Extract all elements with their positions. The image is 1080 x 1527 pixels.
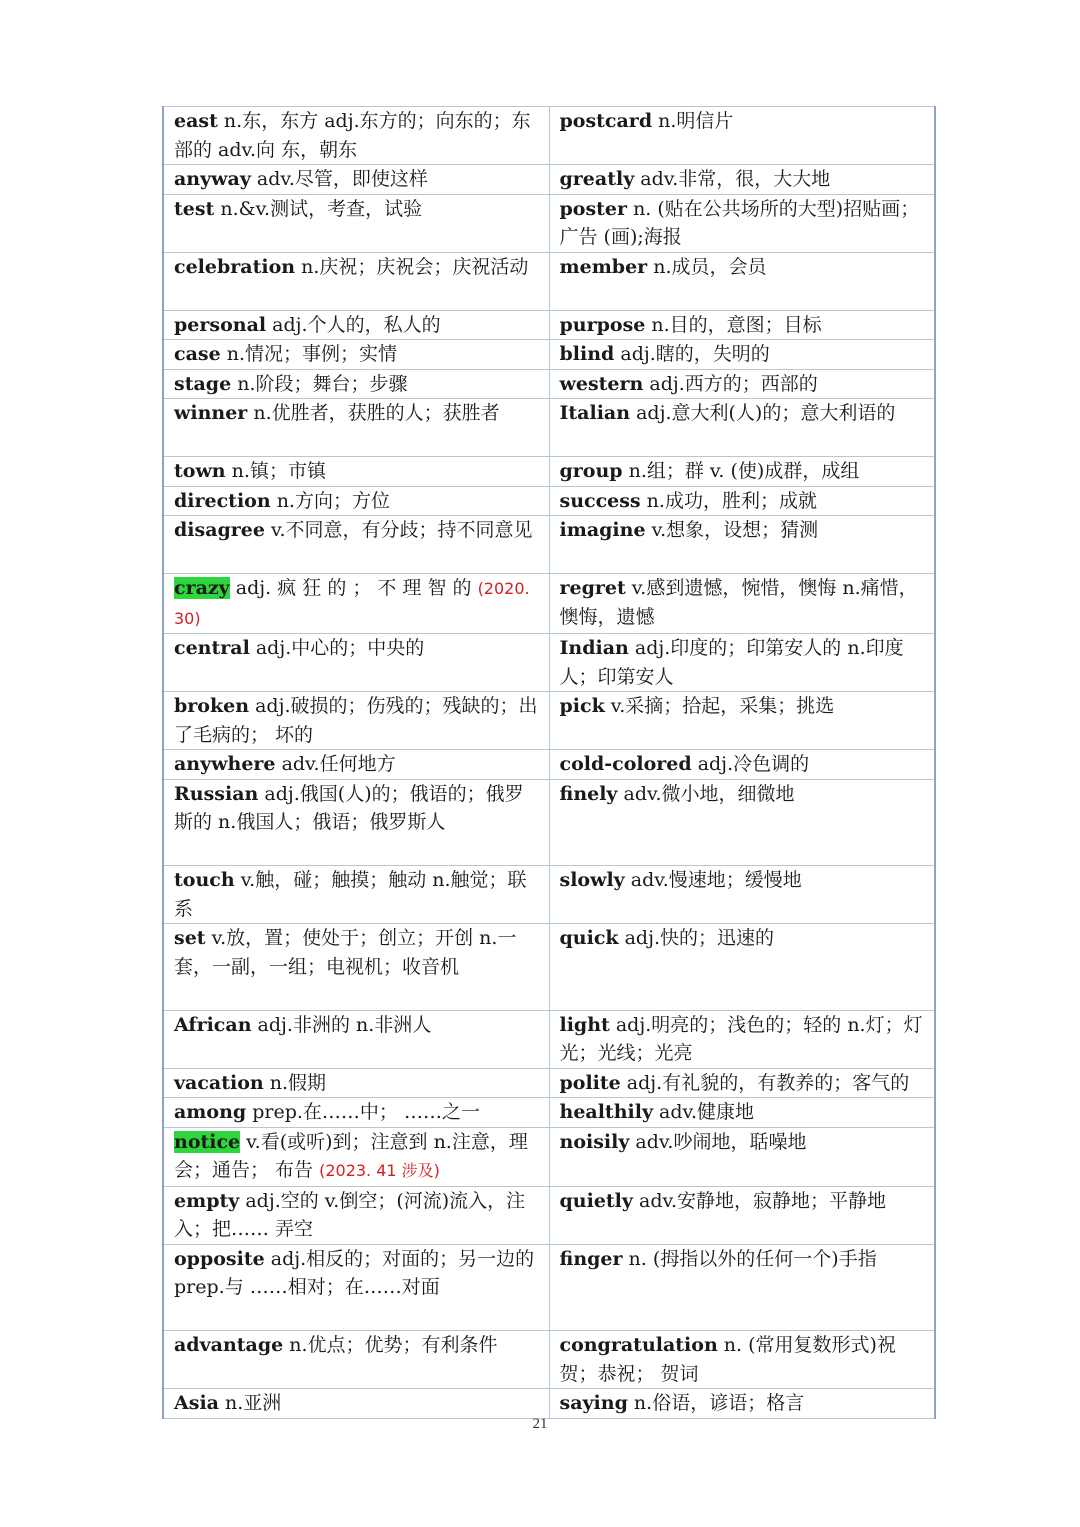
vocab-definition: n.优胜者，获胜的人；获胜者 xyxy=(247,402,500,424)
vocab-entry-cell xyxy=(163,340,549,370)
vocab-entry-cell xyxy=(163,866,549,924)
vocab-definition: adv.任何地方 xyxy=(275,753,396,775)
vocab-word: quietly xyxy=(559,1189,633,1212)
table-row xyxy=(163,634,935,692)
vocab-definition: n.目的，意图；目标 xyxy=(645,313,822,336)
table-row xyxy=(163,369,935,399)
vocab-word: light xyxy=(559,1013,610,1036)
vocab-entry-cell xyxy=(549,1389,935,1419)
vocab-definition: adv.慢速地；缓慢地 xyxy=(624,869,802,891)
vocab-word: success xyxy=(559,489,641,512)
vocab-entry-cell xyxy=(163,486,549,516)
vocab-word: notice xyxy=(174,1130,241,1153)
vocab-definition: adj. 疯 狂 的 ； 不 理 智 的 xyxy=(229,577,472,599)
vocab-entry-cell xyxy=(163,1098,549,1128)
vocab-word: stage xyxy=(174,372,232,395)
vocab-definition: v.放，置；使处于；创立；开创 n.一套，一副，一组；电视机；收音机 xyxy=(174,927,517,978)
vocab-entry-cell xyxy=(549,692,935,750)
vocab-entry-cell xyxy=(163,252,549,310)
vocab-word: imagine xyxy=(559,519,646,541)
vocab-entry-cell xyxy=(163,457,549,487)
vocab-definition: n. (常用复数形式)祝贺；恭祝； 贺词 xyxy=(559,1334,896,1385)
vocab-word: anyway xyxy=(174,168,251,190)
table-row xyxy=(163,486,935,516)
vocab-entry-cell xyxy=(163,310,549,340)
vocab-word: winner xyxy=(174,402,248,424)
vocab-word: vacation xyxy=(174,1071,264,1094)
vocab-word: blind xyxy=(559,343,615,365)
vocab-definition: adj.印度的；印第安人的 n.印度人；印第安人 xyxy=(559,637,904,688)
table-row xyxy=(163,1127,935,1186)
vocab-word: advantage xyxy=(174,1334,284,1356)
vocab-word: celebration xyxy=(174,255,296,278)
table-row xyxy=(163,1389,935,1419)
vocab-entry-cell xyxy=(549,486,935,516)
table-row xyxy=(163,750,935,780)
vocab-entry-cell xyxy=(549,1186,935,1244)
vocab-entry-cell xyxy=(163,750,549,780)
vocab-entry-cell xyxy=(163,1186,549,1244)
vocab-definition: n.&v.测试，考查，试验 xyxy=(214,197,423,220)
vocab-entry-cell xyxy=(549,1068,935,1098)
vocab-word: congratulation xyxy=(559,1334,718,1356)
exam-reference-note: (2023. 41 涉及) xyxy=(319,1161,440,1180)
vocab-definition: n.庆祝；庆祝会；庆祝活动 xyxy=(295,255,529,278)
vocab-definition: n.镇；市镇 xyxy=(225,460,326,482)
vocab-entry-cell xyxy=(549,399,935,457)
vocab-word: healthily xyxy=(559,1101,653,1123)
vocab-definition: n.假期 xyxy=(263,1071,327,1094)
vocab-entry-cell xyxy=(549,1010,935,1068)
vocab-word: finely xyxy=(559,782,618,805)
table-row xyxy=(163,107,935,165)
vocab-definition: n.阶段；舞台；步骤 xyxy=(231,372,408,395)
vocab-word: Asia xyxy=(174,1392,219,1414)
vocab-entry-cell xyxy=(163,399,549,457)
table-row xyxy=(163,310,935,340)
page-number: 21 xyxy=(532,1416,548,1432)
vocab-word: test xyxy=(174,197,215,220)
vocab-entry-cell xyxy=(549,310,935,340)
table-row xyxy=(163,194,935,252)
vocab-entry-cell xyxy=(549,165,935,195)
table-row xyxy=(163,340,935,370)
table-row xyxy=(163,252,935,310)
vocab-entry-cell xyxy=(549,634,935,692)
vocab-definition: n.明信片 xyxy=(652,110,734,132)
table-row xyxy=(163,866,935,924)
table-row xyxy=(163,165,935,195)
vocab-entry-cell xyxy=(163,369,549,399)
vocab-word: direction xyxy=(174,489,271,512)
vocab-definition: adj.个人的，私人的 xyxy=(266,313,441,336)
table-row xyxy=(163,1010,935,1068)
vocab-definition: adj.中心的；中央的 xyxy=(249,637,425,659)
table-row xyxy=(163,924,935,1011)
vocab-word: poster xyxy=(559,197,628,220)
vocab-word: western xyxy=(559,372,644,395)
vocab-definition: adv.健康地 xyxy=(653,1101,755,1123)
vocabulary-table-body xyxy=(163,107,935,1419)
vocab-definition: adj.空的 v.倒空；(河流)流入，注入；把…… 弄空 xyxy=(174,1189,526,1240)
vocab-definition: adj.意大利(人)的；意大利语的 xyxy=(630,402,896,424)
vocab-definition: v.想象，设想；猜测 xyxy=(645,519,819,541)
vocab-definition: v.感到遗憾，惋惜，懊悔 n.痛惜，懊悔，遗憾 xyxy=(559,577,918,628)
vocab-word: set xyxy=(174,927,206,949)
vocab-entry-cell xyxy=(163,1244,549,1331)
vocab-entry-cell xyxy=(549,107,935,165)
vocab-definition: n.俗语，谚语；格言 xyxy=(627,1392,805,1414)
vocab-entry-cell xyxy=(549,369,935,399)
vocab-word: postcard xyxy=(559,110,653,132)
vocab-word: broken xyxy=(174,695,250,717)
vocab-definition: n.方向；方位 xyxy=(270,489,390,512)
vocab-entry-cell xyxy=(163,574,549,634)
vocab-entry-cell xyxy=(549,457,935,487)
vocab-definition: adj.快的；迅速的 xyxy=(618,927,775,949)
vocab-entry-cell xyxy=(549,1098,935,1128)
vocab-word: slowly xyxy=(559,869,625,891)
vocab-entry-cell xyxy=(549,340,935,370)
vocab-entry-cell xyxy=(163,1068,549,1098)
vocab-word: polite xyxy=(559,1071,621,1094)
vocab-word: Russian xyxy=(174,782,259,805)
vocab-definition: n. (拇指以外的任何一个)手指 xyxy=(622,1247,877,1270)
vocab-definition: n.情况；事例；实情 xyxy=(220,343,397,365)
vocab-entry-cell xyxy=(163,107,549,165)
table-row xyxy=(163,574,935,634)
vocab-definition: adv.微小地，细微地 xyxy=(617,782,795,805)
vocab-definition: adj.非洲的 n.非洲人 xyxy=(251,1013,432,1036)
vocab-word: east xyxy=(174,110,218,132)
vocab-word: empty xyxy=(174,1189,240,1212)
table-row xyxy=(163,457,935,487)
vocab-definition: adv.尽管，即使这样 xyxy=(250,168,428,190)
table-row xyxy=(163,1244,935,1331)
vocab-entry-cell xyxy=(549,252,935,310)
vocab-entry-cell xyxy=(549,779,935,866)
vocab-entry-cell xyxy=(163,1331,549,1389)
vocab-entry-cell xyxy=(549,1127,935,1186)
vocab-entry-cell xyxy=(163,165,549,195)
vocab-definition: adj.瞎的，失明的 xyxy=(614,343,770,365)
vocab-entry-cell xyxy=(163,1389,549,1419)
table-row xyxy=(163,399,935,457)
vocab-word: anywhere xyxy=(174,753,276,775)
vocab-definition: v.看(或听)到；注意到 n.注意，理会；通告； 布告 xyxy=(174,1130,528,1181)
vocab-entry-cell xyxy=(163,516,549,574)
vocab-entry-cell xyxy=(163,692,549,750)
vocab-entry-cell xyxy=(549,750,935,780)
vocab-definition: n.东，东方 adj.东方的；向东的；东部的 adv.向 东，朝东 xyxy=(174,110,531,161)
vocab-definition: n.成功，胜利；成就 xyxy=(640,489,817,512)
vocab-definition: adj.俄国(人)的；俄语的；俄罗斯的 n.俄国人；俄语；俄罗斯人 xyxy=(174,782,524,833)
vocab-definition: prep.在……中； ……之一 xyxy=(246,1101,480,1123)
vocab-word: member xyxy=(559,255,648,278)
vocab-entry-cell xyxy=(549,516,935,574)
table-row xyxy=(163,1186,935,1244)
vocab-entry-cell xyxy=(163,634,549,692)
vocab-word: purpose xyxy=(559,313,646,336)
vocab-word: case xyxy=(174,343,221,365)
vocab-definition: adj.明亮的；浅色的；轻的 n.灯；灯光；光线；光亮 xyxy=(559,1013,923,1064)
table-row xyxy=(163,1331,935,1389)
vocab-word: pick xyxy=(559,695,605,717)
vocab-word: saying xyxy=(559,1392,628,1414)
vocab-word: town xyxy=(174,460,226,482)
table-row xyxy=(163,1068,935,1098)
exam-reference-note: (2020. 30) xyxy=(174,579,530,628)
vocab-word: finger xyxy=(559,1247,623,1270)
vocab-definition: adj.相反的；对面的；另一边的 prep.与 ……相对；在……对面 xyxy=(174,1247,535,1298)
vocab-definition: v.不同意，有分歧；持不同意见 xyxy=(264,519,533,541)
vocab-word: among xyxy=(174,1101,247,1123)
vocab-definition: adv.非常，很，大大地 xyxy=(634,168,831,190)
vocab-word: Italian xyxy=(559,402,631,424)
table-row xyxy=(163,516,935,574)
vocab-word: noisily xyxy=(559,1130,630,1153)
table-row xyxy=(163,692,935,750)
vocab-word: greatly xyxy=(559,168,635,190)
vocab-word: cold-colored xyxy=(559,753,692,775)
vocab-word: personal xyxy=(174,313,267,336)
vocab-word: touch xyxy=(174,869,235,891)
vocab-word: crazy xyxy=(174,577,230,599)
vocab-definition: n.亚洲 xyxy=(218,1392,282,1414)
vocab-definition: n.成员，会员 xyxy=(647,255,767,278)
vocab-entry-cell xyxy=(163,779,549,866)
vocab-entry-cell xyxy=(163,1010,549,1068)
vocab-word: disagree xyxy=(174,519,265,541)
vocab-word: Indian xyxy=(559,637,629,659)
vocab-entry-cell xyxy=(549,194,935,252)
vocab-entry-cell xyxy=(549,1331,935,1389)
vocab-definition: adj.破损的；伤残的；残缺的；出了毛病的； 坏的 xyxy=(174,695,538,746)
vocab-definition: adj.冷色调的 xyxy=(691,753,810,775)
vocab-definition: adj.西方的；西部的 xyxy=(643,372,818,395)
vocab-definition: adj.有礼貌的，有教养的；客气的 xyxy=(620,1071,910,1094)
table-row xyxy=(163,1098,935,1128)
vocab-entry-cell xyxy=(549,924,935,1011)
vocab-definition: adv.吵闹地，聒噪地 xyxy=(629,1130,807,1153)
vocab-word: group xyxy=(559,460,623,482)
vocab-entry-cell xyxy=(163,1127,549,1186)
table-row xyxy=(163,779,935,866)
vocab-word: central xyxy=(174,637,250,659)
vocab-entry-cell xyxy=(549,574,935,634)
vocab-definition: adv.安静地，寂静地；平静地 xyxy=(632,1189,887,1212)
vocabulary-table xyxy=(162,106,936,1419)
vocab-definition: v.触，碰；触摸；触动 n.触觉；联系 xyxy=(174,869,527,920)
vocab-definition: n. (贴在公共场所的大型)招贴画；广告 (画);海报 xyxy=(559,197,920,248)
vocab-definition: n.优点；优势；有利条件 xyxy=(283,1334,498,1356)
vocab-entry-cell xyxy=(163,924,549,1011)
vocab-word: opposite xyxy=(174,1247,265,1270)
vocab-entry-cell xyxy=(549,1244,935,1331)
vocab-word: quick xyxy=(559,927,619,949)
vocab-definition: n.组；群 v. (使)成群，成组 xyxy=(622,460,860,482)
vocab-word: regret xyxy=(559,577,626,599)
vocab-definition: v.采摘；拾起，采集；挑选 xyxy=(604,695,835,717)
vocab-entry-cell xyxy=(549,866,935,924)
vocab-entry-cell xyxy=(163,194,549,252)
vocab-word: African xyxy=(174,1013,252,1036)
